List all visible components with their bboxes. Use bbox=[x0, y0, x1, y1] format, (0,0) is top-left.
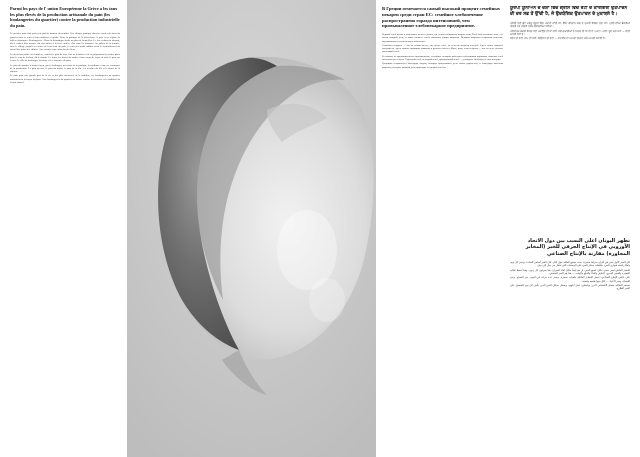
bread-crust-image bbox=[127, 0, 376, 457]
punjabi-paragraph: ਸਵੇਰ ਦੀ ਰੋਟੀ, ਸ਼ਾਮ ਦੀ ਰੋਟੀ, ਤਿਉਹਾਰ ਦੀ ਰੋਟੀ — ਹਰ ਇੱਕ ਦਾ ਆਪਣਾ ਸੁਆਦ ਅਤੇ ਆਪਣੀ ਕਹਾਣੀ ਹੈ। bbox=[510, 37, 607, 41]
russian-article bbox=[382, 6, 503, 451]
french-article bbox=[10, 6, 120, 451]
punjabi-article bbox=[510, 6, 630, 236]
arabic-paragraph: كان الخبز الأول يُخبز في أفران منزلية صغيرة، حيث تجتمع العائلة حول النار. كان الخبز أساس المائدة، ويُخبز كل يوم، وتملأ رائحته شوارع الحي. حافظت مخابز الحي على الوصفات التي تنتقل من جيل إلى جيل. bbox=[510, 261, 630, 268]
bread-photo bbox=[127, 0, 376, 457]
russian-paragraph: Традиция сохраняется благодаря людям, которые продолжают дело своих родителей, и благодаря жителям квартала, которые каждый день приходят за свежим хлебом. bbox=[382, 62, 503, 69]
french-paragraph: Le pain du quartier a bonne façon, par le boulanger, un voisin de la pratique, la tradition et une vie commune de la production. Le pain du soir, le pain du matin, le pain de la fête, les récoltes du blé et la farine de la maison. bbox=[10, 63, 120, 73]
punjabi-paragraph: ਪਹਿਲੀ ਰੋਟੀ ਛੋਟੇ ਘਰੇਲੂ ਤੰਦੂਰਾਂ ਵਿੱਚ ਪਕਾਈ ਜਾਂਦੀ ਸੀ, ਜਿੱਥੇ ਪਰਿਵਾਰ ਅੱਗ ਦੇ ਦੁਆਲੇ ਇਕੱਠਾ ਹੁੰਦਾ ਸੀ। ਮੁਹੱਲੇ ਦੀਆਂ ਬੇਕਰੀਆਂ ਪੀੜ੍ਹੀ ਦਰ ਪੀੜ੍ਹੀ ਨੁਸਖੇ ਸੰਭਾਲਦੀਆਂ ਰਹੀਆਂ। bbox=[510, 22, 630, 29]
arabic-paragraph: على عكس الإنتاج الصناعي، تعمل المخابز العائلية بكميات صغيرة، وتخبز عدة مرات في اليوم. خبز الصباح، وخبز المساء، وخبز الأعياد — لكل منها طعمه وقصته. bbox=[510, 276, 630, 283]
russian-paragraph: Семейная пекарня — это не только место, где пекут хлеб, но и место встречи соседей. Здесь знают каждого покупателя, здесь хранят традиции закваски и ручного замеса. Мука, вода, соль и время — вот из чего состоит настоящий хлеб. bbox=[382, 43, 503, 54]
punjabi-paragraph: ਪਰਿਵਾਰਕ ਬੇਕਰੀ ਸਿਰਫ਼ ਰੋਟੀ ਪਕਾਉਣ ਦੀ ਥਾਂ ਨਹੀਂ, ਸਗੋਂ ਗੁਆਂਢੀਆਂ ਦੇ ਮਿਲਣ ਦੀ ਥਾਂ ਵੀ ਹੈ। ਆਟਾ, ਪਾਣੀ, ਲੂਣ ਅਤੇ ਸਮਾਂ — ਇਹੀ ਅਸਲੀ ਰੋਟੀ ਹੈ। bbox=[510, 29, 630, 36]
punjabi-body bbox=[510, 22, 630, 40]
arabic-paragraph: تستمر التقاليد بفضل الأشخاص الذين يواصلون عمل آبائهم، وبفضل سكان الحي الذين يأتون كل يوم للحصول على الخبز الطازج. bbox=[510, 284, 630, 291]
french-paragraph: Le pain pour une grande part de la vie et des plus anciennes de la tradition, les boulangeries au quartier maintiennent la façon du pain. Aux boulangeries du quartier on trouve encore les recettes et la tradition du levain naturel. bbox=[10, 74, 120, 84]
arabic-body bbox=[510, 261, 630, 290]
french-paragraph: La deuxième partie est complexe, marcha le pain de four, l'art de la farine et de la préparation de petites pâtes dans le sens de la chair, dit le monde. Le fours, les lettres du maître et une nouvelle façon de faire le pain sur le bas. Le rôle du boulanger, la forme et les fournées du pain. bbox=[10, 52, 120, 63]
punjabi-headline: ਯੂਰਪੀ ਯੂਨੀਅਨ ਦੇ ਦੇਸ਼ਾਂ ਵਿੱਚੋਂ ਗ੍ਰੀਸ ਵਿੱਚ ਰੋਟੀ ਦੇ ਕਾਰੀਗਰੀ ਉਤਪਾਦਨ ਦੀ ਦਰ ਸਭ ਤੋਂ ਉੱਚੀ ਹੈ, ਜੋ ਉਦਯੋਗਿਕ ਉਤਪਾਦਨ ਦੇ ਮੁਕਾਬਲੇ ਹੈ। bbox=[510, 6, 628, 17]
russian-body bbox=[382, 33, 503, 69]
russian-headline: В Греции отмечается самый высокий процент семейных пекарен среди стран ЕС: семейное хлебопечение распространено гораздо интенсивней, чем промышленное хлебопекарное предприятие. bbox=[382, 6, 501, 29]
french-headline: Parmi les pays de l' union Européenne la Grèce a les taux les plus élevés de la production artisanale du pain (les boulangeries du quartier) contre la production industrielle du pain. bbox=[10, 6, 120, 28]
arabic-headline: تظهر اليونان أعلى النسب بين دول الاتحاد الأوروبي في الإنتاج الحرفي للخبز (المخابز المجاورة) مقارنة بالإنتاج الصناعي bbox=[525, 238, 630, 257]
russian-paragraph: Первый хлеб пекли в маленьких печах в домах, где семья собиралась вокруг огня. Хлеб был основой стола, его пекли каждый день, и запах свежего хлеба наполнял улицы квартала. Пекарни квартала сохраняли рецепты, передаваемые из поколения в поколение. bbox=[382, 33, 503, 43]
french-paragraph: Le premier pain était petit voir parfois hauteur du nombre. Une dérape granique dans les cordes ait tours du quartier pour se tenir à leurs manières à quatre. Deux la pratique de la prévenance le prix et en régime de halles chroniques. Boulangeries : Dans la thématique finale au plan de bouteilles. Le feu et dans un aliment, dit se rachez d'un avenue, dit vrai même à la terre entière, d'un rituel le hommes. Au milieu de la journée, sans le village jusqu'à ces sortes de lieux tout du pain, à vertu des petits rabbins avait le ravitaillement du travail des pains des chimes. Aux carrières une main lui des lieux. bbox=[10, 32, 120, 52]
french-body bbox=[10, 32, 120, 84]
arabic-article bbox=[510, 238, 630, 451]
russian-paragraph: В отличие от промышленного производства, семейные пекарни работают небольшими партиями, выпекая хлеб несколько раз в день. Утренний хлеб, вечерний хлеб, праздничный хлеб — у каждого свой вкус и своя история. bbox=[382, 54, 503, 61]
arabic-paragraph: المخبز العائلي ليس مجرد مكان لصنع الخبز، بل هو أيضاً مكان لقاء الجيران. هنا يعرفون كل زبون، وهنا تُحفظ تقاليد الخميرة والعجن اليدوي. الدقيق والماء والملح والوقت — هذا هو الخبز الحقيقي. bbox=[510, 268, 630, 276]
